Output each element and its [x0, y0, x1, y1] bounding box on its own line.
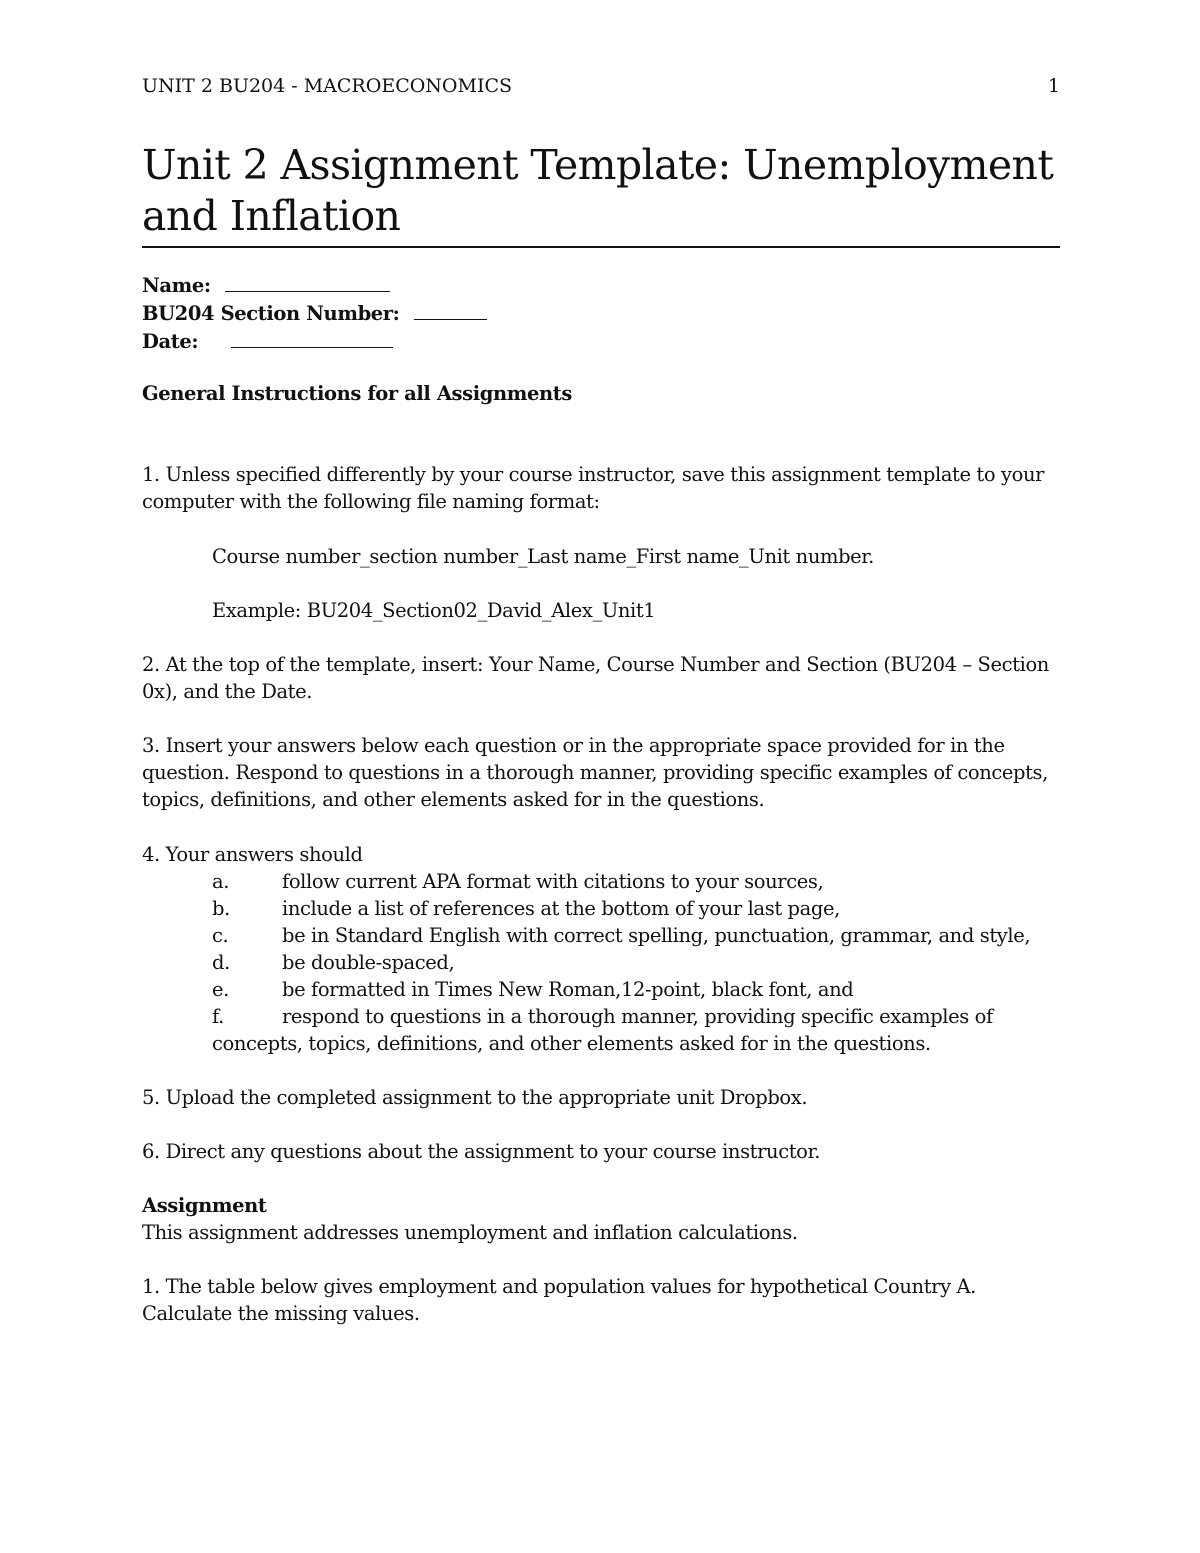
instruction-item-5: 5. Upload the completed assignment to the appropriate unit Dropbox.	[142, 1086, 808, 1109]
section-blank[interactable]	[414, 299, 487, 320]
instruction-item-4	[142, 841, 1060, 1057]
naming-example: Example: BU204_Section02_David_Alex_Unit1	[212, 599, 656, 622]
running-head	[142, 74, 1060, 98]
section-label: BU204 Section Number:	[142, 302, 400, 325]
naming-format: Course number_section number_Last name_First name_Unit number.	[212, 545, 874, 568]
assignment-intro: This assignment addresses unemployment and inflation calculations.	[142, 1221, 798, 1244]
date-field-row	[142, 327, 1060, 355]
question-1: 1. The table below gives employment and population values for hypothetical Country A. Calculate the missing values.	[142, 1275, 976, 1325]
list-item-e: e. be formatted in Times New Roman,12-point, black font, and	[212, 978, 854, 1001]
list-item-f-continuation: concepts, topics, definitions, and other elements asked for in the questions.	[212, 1032, 931, 1055]
instruction-item-3: 3. Insert your answers below each question or in the appropriate space provided for in the question. Respond to questions in a thorough manner, providing specific examples of concepts, topics, definitions, and other elements asked for in the questions.	[142, 734, 1048, 811]
date-blank[interactable]	[231, 327, 393, 348]
name-blank[interactable]	[225, 271, 390, 292]
instruction-item-6: 6. Direct any questions about the assignment to your course instructor.	[142, 1140, 821, 1163]
instruction-item-2: 2. At the top of the template, insert: Your Name, Course Number and Section (BU204 – Section 0x), and the Date.	[142, 653, 1049, 703]
list-item-c: c. be in Standard English with correct spelling, punctuation, grammar, and style,	[212, 924, 1031, 947]
form-fields	[142, 271, 1060, 355]
name-field-row	[142, 271, 1060, 299]
document-title: Unit 2 Assignment Template: Unemployment and Inflation	[142, 140, 1060, 248]
assignment-heading: Assignment	[142, 1194, 267, 1217]
item4-intro: 4. Your answers should	[142, 843, 363, 866]
instructions-heading: General Instructions for all Assignments	[142, 382, 572, 405]
instruction-item-1: 1. Unless specified differently by your course instructor, save this assignment template to your computer with the following file naming format:	[142, 463, 1045, 513]
page-number: 1	[1047, 75, 1060, 97]
section-field-row	[142, 299, 1060, 327]
list-item-f: f. respond to questions in a thorough manner, providing specific examples of	[212, 1005, 993, 1028]
date-label: Date:	[142, 330, 199, 353]
list-item-d: d. be double-spaced,	[212, 951, 455, 974]
list-item-a: a. follow current APA format with citations to your sources,	[212, 870, 824, 893]
list-item-b: b. include a list of references at the bottom of your last page,	[212, 897, 840, 920]
running-head-text: UNIT 2 BU204 - MACROECONOMICS	[142, 75, 513, 97]
name-label: Name:	[142, 274, 211, 297]
